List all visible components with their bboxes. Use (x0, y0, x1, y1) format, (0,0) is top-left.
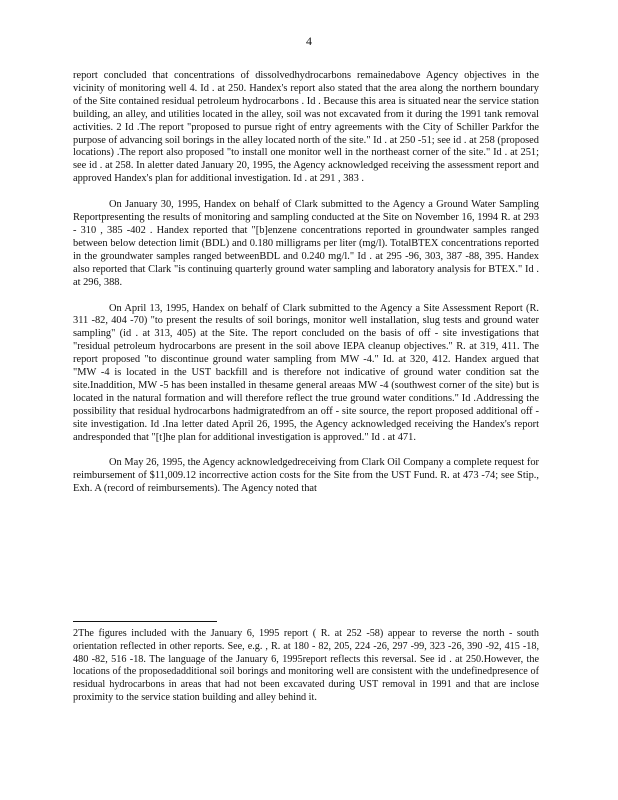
footnote-2: 2The figures included with the January 6, 1995 report ( R. at 252 -58) appear to reverse the north - south orientation reflected in other reports. See, e.g. , R. at 180 - 82, 205, 224 -26, 297 -99, 323 -26, 390 -92, 415 -18, 480 -82, 516 -18. The language of the January 6, 1995report reflects this reversal. See id . at 250.However, the locations of the proposedadditional soil borings and monitoring well are consistent with the undefinedpresence of residual hydrocarbons in areas that had not been excavated during UST removal in 1991 and that are inclose proximity to the service station building and alley behind it. (73, 628, 539, 703)
paragraph-4: On May 26, 1995, the Agency acknowledgedreceiving from Clark Oil Company a complete request for reimbursement of $11,009.12 incorrective action costs for the Site from the UST Fund. R. at 473 -74; see Stip., Exh. A (record of reimbursements). The Agency noted that (73, 457, 539, 495)
paragraph-1: report concluded that concentrations of dissolvedhydrocarbons remainedabove Agency objectives in the vicinity of monitoring well 4. Id . at 250. Handex's report also stated that the area along the northern boundary of the Site contained residual petroleum hydrocarbons . Id . Because this area is situated near the service station building, an alley, and utilities located in the alley, soil was not excavated from it during the 1991 tank removal activities. 2 Id .The report "proposed to pursue right of entry agreements with the City of Schiller Parkfor the purpose of advancing soil borings in the alley located north of the site." Id . at 250 -51; see id . at 258 (proposed locations) .The report also proposed "to install one monitor well in the northeast corner of the site." Id . at 251; see id . at 258. In aletter dated January 20, 1995, the Agency acknowledged receiving the assessment report and approved Handex's plan for additional investigation. Id . at 291 , 383 . (73, 70, 539, 185)
body-text (73, 70, 539, 509)
footnote-divider (73, 621, 217, 622)
paragraph-2: On January 30, 1995, Handex on behalf of Clark submitted to the Agency a Ground Water Sampling Reportpresenting the results of monitoring and sampling conducted at the Site on November 16, 1994 R. at 293 - 310 , 385 -402 . Handex reported that "[b]enzene concentrations reported in groundwater samples ranged between below detection limit (BDL) and 0.180 milligrams per liter (mg/l). TotalBTEX concentrations reported in the groundwater samples ranged betweenBDL and 0.240 mg/l." Id . at 295 -96, 303, 387 -88, 395. Handex also reported that Clark "is continuing quarterly ground water sampling and laboratory analysis for BTEX." Id . at 296, 388. (73, 199, 539, 288)
page-number: 4 (306, 34, 312, 48)
paragraph-3: On April 13, 1995, Handex on behalf of Clark submitted to the Agency a Site Assessment Report (R. 311 -82, 404 -70) "to present the results of soil borings, monitor well installation, slug tests and ground water sampling" (id . at 313, 405) at the Site. The report concluded on the basis of off - site investigations that "residual petroleum hydrocarbons are present in the soil above IEPA cleanup objectives." R. at 319, 411. The report proposed "to discontinue ground water sampling from MW -4." Id. at 320, 412. Handex argued that "MW -4 is located in the UST backfill and is therefore not indicative of ground water condition sat the site.Inaddition, MW -5 has been installed in thesame general areaas MW -4 (southwest corner of the site) but is located in the natural formation and will therefore reflect the true ground water conditions." Id .Addressing the possibility that residual hydrocarbons hadmigratedfrom an off - site source, the report proposed additional off -site investigation. Id .Ina letter dated April 26, 1995, the Agency acknowledged receiving the Handex's report andresponded that "[t]he plan for additional investigation is approved." Id . at 471. (73, 302, 539, 443)
